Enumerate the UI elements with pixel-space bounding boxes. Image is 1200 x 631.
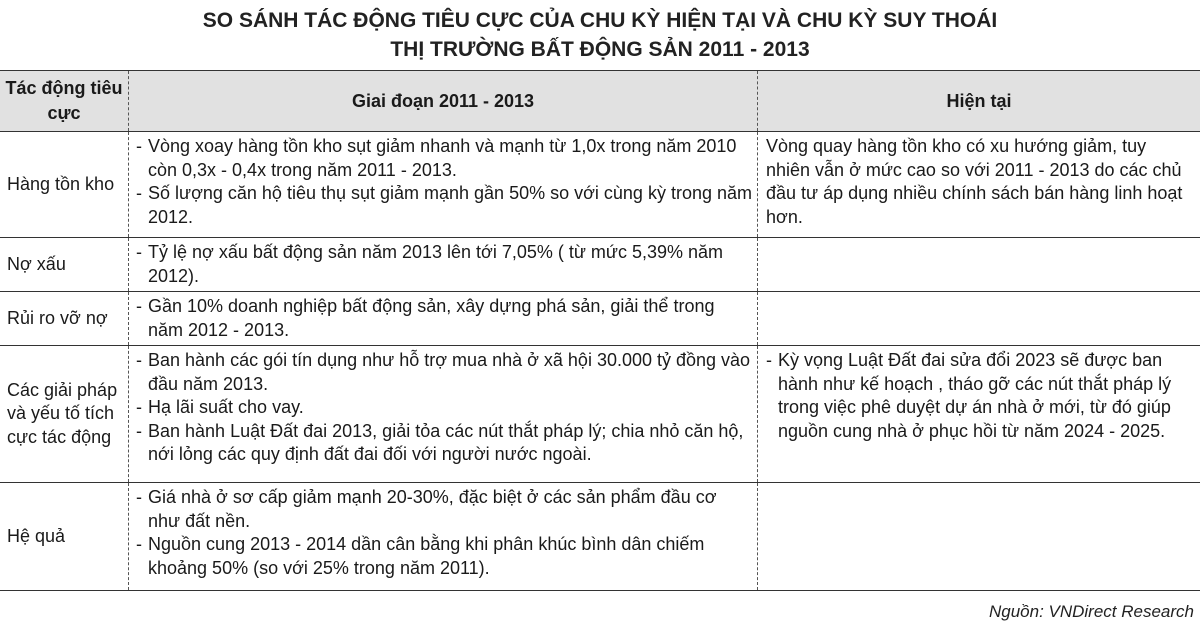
current-cell	[758, 292, 1200, 346]
period-cell	[129, 238, 758, 292]
header-row	[0, 71, 1200, 132]
period-cell	[129, 132, 758, 238]
list-item: - Số lượng căn hộ tiêu thụ sụt giảm mạnh gần 50% so với cùng kỳ trong năm 2012.	[136, 182, 753, 229]
table-header	[0, 71, 1200, 132]
current-cell	[758, 238, 1200, 292]
table-body	[0, 132, 1200, 591]
table-row	[0, 483, 1200, 591]
table-row	[0, 292, 1200, 346]
header-impact: Tác động tiêu cực	[0, 71, 129, 132]
current-cell	[758, 346, 1200, 483]
row-label: Nợ xấu	[0, 238, 129, 292]
row-label: Hệ quả	[0, 483, 129, 591]
header-current: Hiện tại	[758, 71, 1200, 132]
row-label: Rủi ro vỡ nợ	[0, 292, 129, 346]
source-note: Nguồn: VNDirect Research	[988, 602, 1194, 621]
period-cell	[129, 483, 758, 591]
list-item: - Vòng xoay hàng tồn kho sụt giảm nhanh và mạnh từ 1,0x trong năm 2010 còn 0,3x - 0,4x trong năm 2011 - 2013.	[136, 135, 753, 182]
row-label: Hàng tồn kho	[0, 132, 129, 238]
list-item: - Gần 10% doanh nghiệp bất động sản, xây dựng phá sản, giải thể trong năm 2012 - 2013.	[136, 295, 753, 342]
list-item: - Hạ lãi suất cho vay.	[136, 396, 753, 420]
title-line-2: THỊ TRƯỜNG BẤT ĐỘNG SẢN 2011 - 2013	[390, 38, 810, 61]
title-line-1: SO SÁNH TÁC ĐỘNG TIÊU CỰC CỦA CHU KỲ HIỆN TẠI VÀ CHU KỲ SUY THOÁI	[202, 9, 998, 32]
list-item: Vòng quay hàng tồn kho có xu hướng giảm, tuy nhiên vẫn ở mức cao so với 2011 - 2013 do các chủ đầu tư áp dụng nhiều chính sách bán hàng linh hoạt hơn.	[766, 136, 1183, 227]
list-item: - Ban hành Luật Đất đai 2013, giải tỏa các nút thắt pháp lý; chia nhỏ căn hộ, nới lỏng các quy định đất đai đối với người nước ngoài.	[136, 420, 753, 467]
header-period: Giai đoạn 2011 - 2013	[129, 71, 758, 132]
page-title	[0, 6, 1200, 64]
period-cell	[129, 292, 758, 346]
list-item: - Giá nhà ở sơ cấp giảm mạnh 20-30%, đặc biệt ở các sản phẩm đầu cơ như đất nền.	[136, 486, 753, 533]
list-item: - Nguồn cung 2013 - 2014 dần cân bằng khi phân khúc bình dân chiếm khoảng 50% (so với 25% trong năm 2011).	[136, 533, 753, 580]
current-cell	[758, 132, 1200, 238]
table-row	[0, 238, 1200, 292]
list-item: - Kỳ vọng Luật Đất đai sửa đổi 2023 sẽ được ban hành như kế hoạch , tháo gỡ các nút thắt pháp lý trong việc phê duyệt dự án nhà ở mới, từ đó giúp nguồn cung nhà ở phục hồi từ năm 2024 - 2025.	[766, 349, 1194, 443]
list-item: - Ban hành các gói tín dụng như hỗ trợ mua nhà ở xã hội 30.000 tỷ đồng vào đầu năm 2013.	[136, 349, 753, 396]
table-row	[0, 132, 1200, 238]
table-row	[0, 346, 1200, 483]
current-cell	[758, 483, 1200, 591]
period-cell	[129, 346, 758, 483]
row-label: Các giải pháp và yếu tố tích cực tác động	[0, 346, 129, 483]
comparison-table	[0, 70, 1200, 591]
list-item: - Tỷ lệ nợ xấu bất động sản năm 2013 lên tới 7,05% ( từ mức 5,39% năm 2012).	[136, 241, 753, 288]
